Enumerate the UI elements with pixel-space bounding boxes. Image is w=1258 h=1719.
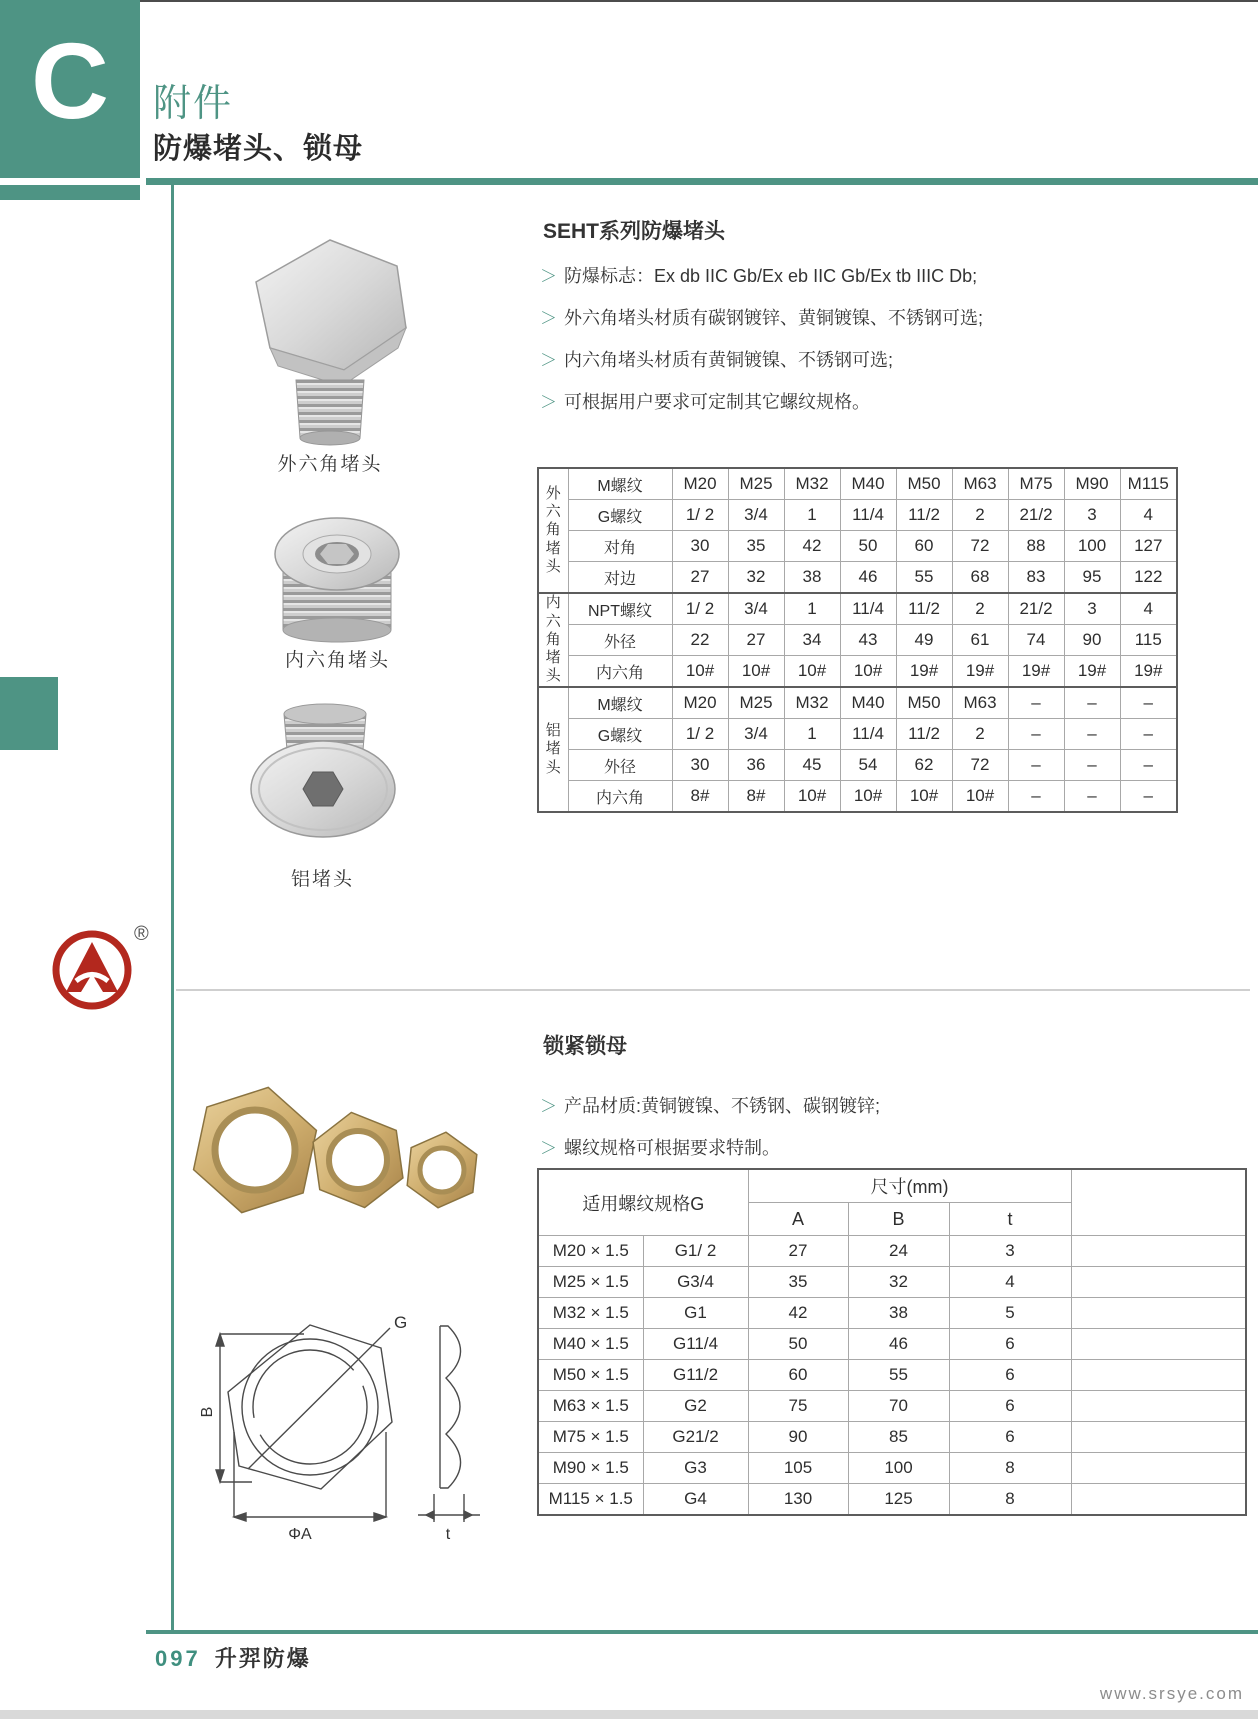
table-cell: 1/ 2 — [672, 719, 728, 750]
table-row — [538, 1267, 1246, 1298]
table-cell: 1/ 2 — [672, 593, 728, 625]
table-cell: – — [1120, 687, 1177, 719]
table-cell: – — [1008, 719, 1064, 750]
row-label: 内六角 — [568, 781, 672, 813]
side-view-contour — [440, 1326, 461, 1488]
table-cell: M32 — [784, 687, 840, 719]
table-cell: 42 — [784, 531, 840, 562]
table-cell: 35 — [748, 1267, 848, 1298]
table-cell: M63 × 1.5 — [538, 1391, 643, 1422]
table-cell-empty — [1071, 1236, 1246, 1267]
row-label: 对边 — [568, 562, 672, 594]
table-cell: M32 × 1.5 — [538, 1298, 643, 1329]
table-cell: 19# — [1064, 656, 1120, 688]
section-letter-block-gap — [0, 178, 140, 185]
footer-rule — [146, 1630, 1258, 1634]
table-cell: 3/4 — [728, 593, 784, 625]
table-cell-empty — [1071, 1422, 1246, 1453]
table-row — [538, 1236, 1246, 1267]
table-cell: 11/2 — [896, 719, 952, 750]
table-row — [538, 500, 1177, 531]
plug-group-label: 铝堵头 — [538, 687, 568, 812]
table-row — [538, 1391, 1246, 1422]
table-cell: 2 — [952, 500, 1008, 531]
bullet-text: 螺纹规格可根据要求特制。 — [564, 1138, 780, 1158]
footer-left — [155, 1642, 311, 1673]
header-size-group: 尺寸(mm) — [748, 1169, 1071, 1203]
table-cell: M50 — [896, 468, 952, 500]
table-cell: M50 × 1.5 — [538, 1360, 643, 1391]
table-cell-empty — [1071, 1267, 1246, 1298]
table-cell: 10# — [896, 781, 952, 813]
table-cell: 34 — [784, 625, 840, 656]
table-cell: 68 — [952, 562, 1008, 594]
table-cell: 8 — [949, 1453, 1071, 1484]
table-cell: 11/4 — [840, 719, 896, 750]
table-cell: 49 — [896, 625, 952, 656]
header-empty — [1071, 1169, 1246, 1236]
table-cell: G4 — [643, 1484, 748, 1516]
table-cell: 62 — [896, 750, 952, 781]
body-bottom — [283, 618, 391, 642]
table-cell: 2 — [952, 719, 1008, 750]
table-cell: 19# — [1008, 656, 1064, 688]
section2-bullets — [540, 1092, 880, 1176]
table-row — [538, 1360, 1246, 1391]
table-cell: 8# — [728, 781, 784, 813]
bullet-marker: ＞ — [540, 1097, 557, 1116]
table-cell: 1 — [784, 719, 840, 750]
table-cell: 50 — [840, 531, 896, 562]
row-label: 外径 — [568, 750, 672, 781]
table-cell: M20 × 1.5 — [538, 1236, 643, 1267]
table-cell: 1 — [784, 500, 840, 531]
table-cell: 46 — [848, 1329, 949, 1360]
table-row — [538, 750, 1177, 781]
photo-caption: 外六角堵头 — [277, 454, 383, 475]
row-label: G螺纹 — [568, 500, 672, 531]
table-cell: G1 — [643, 1298, 748, 1329]
header-thread-spec: 适用螺纹规格G — [538, 1169, 748, 1236]
footer-website: www.srsye.com — [1099, 1684, 1244, 1703]
table-cell: M20 — [672, 687, 728, 719]
table-cell: 10# — [952, 781, 1008, 813]
row-label: 内六角 — [568, 656, 672, 688]
table-cell: G11/2 — [643, 1360, 748, 1391]
table-row — [538, 625, 1177, 656]
table-cell: M115 — [1120, 468, 1177, 500]
plug-spec-table — [537, 467, 1178, 813]
table-cell: – — [1008, 687, 1064, 719]
table-row — [538, 1298, 1246, 1329]
table-cell: 127 — [1120, 531, 1177, 562]
table-row — [538, 1422, 1246, 1453]
table-cell: 2 — [952, 593, 1008, 625]
table-row — [538, 531, 1177, 562]
photo-lock-nuts — [180, 1078, 510, 1228]
table-cell: 27 — [672, 562, 728, 594]
table-cell: – — [1120, 781, 1177, 813]
table-cell: 72 — [952, 531, 1008, 562]
row-label: 外径 — [568, 625, 672, 656]
table-row — [538, 719, 1177, 750]
page-top-edge — [0, 0, 1258, 2]
plug-table-body — [538, 468, 1177, 812]
photo-outer-hex-plug — [240, 236, 420, 448]
footer-brand: 升羿防爆 — [214, 1646, 311, 1671]
table-cell: G3 — [643, 1453, 748, 1484]
table-cell-empty — [1071, 1329, 1246, 1360]
logo-curve — [76, 975, 108, 982]
page-subtitle: 防爆堵头、锁母 — [153, 133, 364, 165]
table-cell: 60 — [896, 531, 952, 562]
row-label: M螺纹 — [568, 468, 672, 500]
table-cell: 85 — [848, 1422, 949, 1453]
lock-nut-medium — [310, 1107, 407, 1214]
body-top — [284, 704, 366, 724]
bullet-item — [540, 346, 983, 372]
row-label: G螺纹 — [568, 719, 672, 750]
section1-title: SEHT系列防爆堵头 — [543, 220, 726, 243]
table-cell: – — [1064, 750, 1120, 781]
table-cell: 19# — [952, 656, 1008, 688]
table-row — [538, 687, 1177, 719]
row-label: NPT螺纹 — [568, 593, 672, 625]
table-cell: 60 — [748, 1360, 848, 1391]
bullet-item — [540, 388, 983, 414]
table-cell: 46 — [840, 562, 896, 594]
table-cell: M63 — [952, 468, 1008, 500]
table-cell: 74 — [1008, 625, 1064, 656]
table-cell: 10# — [672, 656, 728, 688]
photo-aluminum-plug — [240, 692, 405, 847]
table-cell: 11/4 — [840, 500, 896, 531]
table-row — [538, 468, 1177, 500]
table-cell: 3 — [1064, 500, 1120, 531]
dim-label-g: G — [394, 1313, 408, 1332]
table-cell: 122 — [1120, 562, 1177, 594]
registered-mark: ® — [134, 923, 149, 945]
photo-caption: 内六角堵头 — [284, 650, 390, 671]
table-cell-empty — [1071, 1360, 1246, 1391]
table-cell: 90 — [1064, 625, 1120, 656]
table-cell: 55 — [848, 1360, 949, 1391]
table-cell: G21/2 — [643, 1422, 748, 1453]
table-cell: 6 — [949, 1329, 1071, 1360]
table-cell: 6 — [949, 1360, 1071, 1391]
table-cell: 1/ 2 — [672, 500, 728, 531]
row-label: M螺纹 — [568, 687, 672, 719]
section2-title: 锁紧锁母 — [543, 1035, 627, 1058]
table-cell: 88 — [1008, 531, 1064, 562]
table-cell: 100 — [848, 1453, 949, 1484]
table-cell: 36 — [728, 750, 784, 781]
table-cell: M50 — [896, 687, 952, 719]
table-cell: 6 — [949, 1391, 1071, 1422]
table-cell: 30 — [672, 750, 728, 781]
threaded-body — [296, 380, 364, 438]
table-cell: 105 — [748, 1453, 848, 1484]
table-cell: M75 × 1.5 — [538, 1422, 643, 1453]
table-cell: M40 — [840, 468, 896, 500]
table-cell: G3/4 — [643, 1267, 748, 1298]
bullet-marker: ＞ — [540, 267, 557, 286]
table-cell: 130 — [748, 1484, 848, 1516]
table-row — [538, 1453, 1246, 1484]
table-cell: 72 — [952, 750, 1008, 781]
bullet-text: 外六角堵头材质有碳钢镀锌、黄铜镀镍、不锈钢可选; — [564, 308, 983, 328]
table-cell: – — [1064, 781, 1120, 813]
photo-caption: 铝堵头 — [290, 869, 354, 890]
table-cell: 30 — [672, 531, 728, 562]
table-cell: G11/4 — [643, 1329, 748, 1360]
locknut-table-body — [538, 1236, 1246, 1516]
table-cell: 10# — [784, 781, 840, 813]
table-cell: 1 — [784, 593, 840, 625]
section-letter: C — [31, 20, 109, 141]
table-cell-empty — [1071, 1391, 1246, 1422]
bullet-text: 可根据用户要求可定制其它螺纹规格。 — [564, 392, 870, 412]
table-cell: – — [1120, 750, 1177, 781]
table-cell: 32 — [728, 562, 784, 594]
drawing-diagonal — [248, 1328, 390, 1469]
table-cell: M63 — [952, 687, 1008, 719]
table-cell: 3 — [1064, 593, 1120, 625]
table-cell: 10# — [840, 781, 896, 813]
table-cell: 75 — [748, 1391, 848, 1422]
dim-label-t: t — [445, 1526, 451, 1543]
row-label: 对角 — [568, 531, 672, 562]
table-cell: M90 × 1.5 — [538, 1453, 643, 1484]
table-cell: 22 — [672, 625, 728, 656]
table-cell: M40 — [840, 687, 896, 719]
table-cell: 70 — [848, 1391, 949, 1422]
table-cell: 115 — [1120, 625, 1177, 656]
header-rule — [146, 178, 1258, 185]
header-a: A — [748, 1203, 848, 1236]
body-bottom — [300, 431, 360, 445]
table-cell: 4 — [949, 1267, 1071, 1298]
table-row — [538, 1329, 1246, 1360]
table-cell: G2 — [643, 1391, 748, 1422]
table-row — [538, 593, 1177, 625]
left-vertical-rule — [171, 185, 174, 1632]
plug-group-label: 外六角堵头 — [538, 468, 568, 593]
table-cell: M25 × 1.5 — [538, 1267, 643, 1298]
bullet-item — [540, 304, 983, 330]
table-cell: 4 — [1120, 500, 1177, 531]
section1-bullets — [540, 262, 983, 430]
lock-nut-large — [187, 1078, 323, 1224]
table-cell: 8 — [949, 1484, 1071, 1516]
locknut-spec-table — [537, 1168, 1247, 1516]
table-cell-empty — [1071, 1484, 1246, 1516]
table-cell: 3/4 — [728, 500, 784, 531]
table-cell: 50 — [748, 1329, 848, 1360]
table-cell: 32 — [848, 1267, 949, 1298]
table-cell: 27 — [728, 625, 784, 656]
table-cell: M40 × 1.5 — [538, 1329, 643, 1360]
table-cell: – — [1008, 750, 1064, 781]
section-divider — [176, 989, 1250, 991]
table-cell: 83 — [1008, 562, 1064, 594]
table-cell: 54 — [840, 750, 896, 781]
dimension-drawing — [182, 1312, 492, 1547]
table-cell: 55 — [896, 562, 952, 594]
table-cell: 19# — [896, 656, 952, 688]
table-cell: 38 — [848, 1298, 949, 1329]
bullet-item — [540, 1092, 880, 1118]
brand-logo — [46, 918, 150, 1014]
table-cell: 27 — [748, 1236, 848, 1267]
bullet-marker: ＞ — [540, 1139, 557, 1158]
bullet-text: 内六角堵头材质有黄铜镀镍、不锈钢可选; — [564, 350, 893, 370]
table-cell: 5 — [949, 1298, 1071, 1329]
table-cell: 21/2 — [1008, 500, 1064, 531]
table-cell: – — [1064, 719, 1120, 750]
table-cell: 10# — [728, 656, 784, 688]
page-title: 附件 — [153, 83, 234, 125]
table-cell: – — [1120, 719, 1177, 750]
table-cell: 38 — [784, 562, 840, 594]
table-cell: G1/ 2 — [643, 1236, 748, 1267]
table-cell: 21/2 — [1008, 593, 1064, 625]
bullet-marker: ＞ — [540, 393, 557, 412]
table-cell: – — [1008, 781, 1064, 813]
table-cell: 95 — [1064, 562, 1120, 594]
bullet-item — [540, 262, 983, 288]
table-cell: 3 — [949, 1236, 1071, 1267]
page-number: 097 — [155, 1646, 201, 1671]
table-cell: M90 — [1064, 468, 1120, 500]
table-cell: 43 — [840, 625, 896, 656]
table-cell: M32 — [784, 468, 840, 500]
page-bottom-edge — [0, 1710, 1258, 1719]
logo-peak — [66, 942, 118, 992]
bullet-text: 产品材质:黄铜镀镍、不锈钢、碳钢镀锌; — [564, 1096, 881, 1116]
lock-nut-small — [405, 1129, 479, 1211]
table-cell: 42 — [748, 1298, 848, 1329]
photo-inner-hex-plug — [266, 512, 408, 646]
bullet-item — [540, 1134, 880, 1160]
table-row — [538, 781, 1177, 813]
table-cell: 125 — [848, 1484, 949, 1516]
table-row — [538, 1484, 1246, 1516]
table-cell: M20 — [672, 468, 728, 500]
table-cell: – — [1064, 687, 1120, 719]
table-cell: 61 — [952, 625, 1008, 656]
table-cell: 90 — [748, 1422, 848, 1453]
table-cell: 11/2 — [896, 593, 952, 625]
table-cell: M25 — [728, 468, 784, 500]
table-cell: M75 — [1008, 468, 1064, 500]
table-cell-empty — [1071, 1298, 1246, 1329]
dim-label-b: B — [199, 1406, 216, 1418]
header-b: B — [848, 1203, 949, 1236]
locknut-table-head — [538, 1169, 1246, 1236]
table-cell: 45 — [784, 750, 840, 781]
table-cell: 19# — [1120, 656, 1177, 688]
table-cell: 4 — [1120, 593, 1177, 625]
table-cell: M115 × 1.5 — [538, 1484, 643, 1516]
dim-label-phi-a: ΦA — [288, 1526, 312, 1543]
table-cell: 11/4 — [840, 593, 896, 625]
table-cell: 100 — [1064, 531, 1120, 562]
table-cell: 24 — [848, 1236, 949, 1267]
plug-group-label: 内六角堵头 — [538, 593, 568, 687]
table-cell: 10# — [840, 656, 896, 688]
table-cell: 35 — [728, 531, 784, 562]
table-row — [538, 656, 1177, 688]
bullet-marker: ＞ — [540, 309, 557, 328]
table-cell: 3/4 — [728, 719, 784, 750]
table-cell-empty — [1071, 1453, 1246, 1484]
table-cell: 11/2 — [896, 500, 952, 531]
header-t: t — [949, 1203, 1071, 1236]
table-cell: 6 — [949, 1422, 1071, 1453]
table-cell: M25 — [728, 687, 784, 719]
bullet-marker: ＞ — [540, 351, 557, 370]
table-cell: 10# — [784, 656, 840, 688]
bullet-text: 防爆标志：Ex db IIC Gb/Ex eb IIC Gb/Ex tb IIIC Db; — [564, 266, 978, 286]
table-row — [538, 562, 1177, 594]
table-cell: 8# — [672, 781, 728, 813]
left-margin-tab — [0, 677, 58, 750]
